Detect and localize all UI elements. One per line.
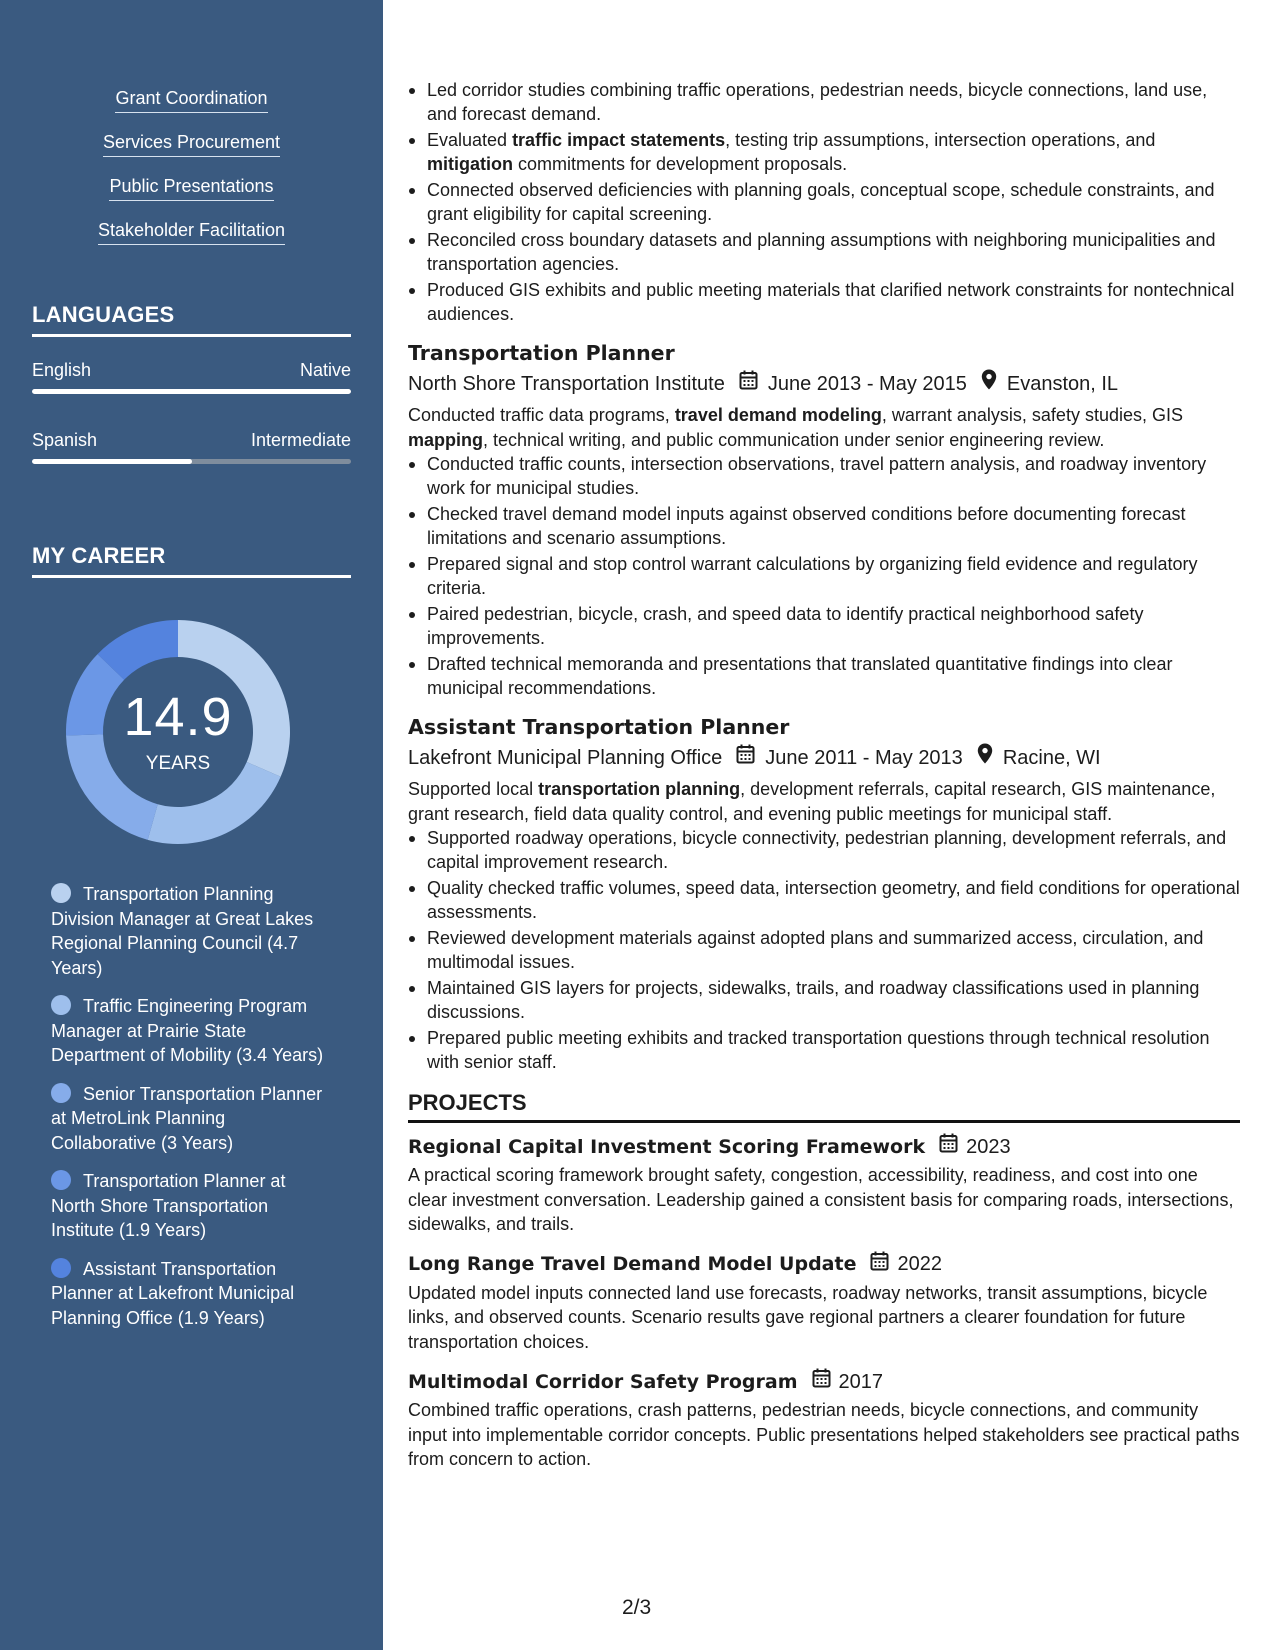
job-location: Evanston, IL <box>1006 372 1119 395</box>
job-bullets <box>408 826 1240 1074</box>
company-name: Lakefront Municipal Planning Office <box>408 746 723 769</box>
language-name: English <box>32 360 92 380</box>
job-bullets <box>408 452 1240 700</box>
legend-color-dot <box>51 995 71 1015</box>
main-content <box>408 78 1240 1472</box>
project-year: 2023 <box>966 1135 1011 1158</box>
text-run: Evaluated <box>427 130 513 150</box>
calendar-icon <box>870 1251 889 1278</box>
bullet-item: Conducted traffic counts, intersection observations, travel pattern analysis, and roadway inventory work for municipal studies. <box>408 452 1240 500</box>
job-dates: June 2011 - May 2013 <box>765 746 963 769</box>
text-run: , technical writing, and public communication under senior engineering review. <box>483 429 1105 450</box>
project-description: Updated model inputs connected land use forecasts, roadway networks, transit assumptions, bicycle links, and observed counts. Scenario results gave regional partners a clearer foundation for future transportation choices. <box>408 1282 1208 1352</box>
skill-link[interactable]: Grant Coordination <box>115 86 267 113</box>
bullet-item <box>408 128 1240 176</box>
bullet-item: Maintained GIS layers for projects, sidewalks, trails, and roadway classifications used in planning discussions. <box>408 976 1240 1024</box>
projects-heading: PROJECTS <box>408 1090 1240 1123</box>
skill-link[interactable]: Services Procurement <box>103 130 280 157</box>
text-run: , testing trip assumptions, intersection operations, and <box>725 130 1156 150</box>
legend-label: Senior Transportation Planner at MetroLink Planning Collaborative (3 Years) <box>51 1083 323 1153</box>
proficiency-bar <box>32 389 351 394</box>
career-years-label: YEARS <box>145 753 211 774</box>
bullet-item: Reviewed development materials against adopted plans and summarized access, circulation, and multimodal issues. <box>408 926 1240 974</box>
bullet-item: Prepared signal and stop control warrant calculations by organizing field evidence and regulatory criteria. <box>408 552 1240 600</box>
text-run: , development referrals, capital research, GIS maintenance, grant research, field data quality control, and evening public meetings for municipal staff. <box>408 779 1216 824</box>
jobs-list <box>408 339 1240 1074</box>
text-run: Produced GIS exhibits and public meeting materials that clarified network constraints for nontechnical audiences. <box>427 280 1235 324</box>
career-legend <box>51 882 331 1344</box>
career-legend-item <box>51 1169 331 1243</box>
languages-heading: LANGUAGES <box>32 302 351 337</box>
language-level: Native <box>299 360 351 380</box>
bullet-item: Prepared public meeting exhibits and tracked transportation questions through technical resolution with senior staff. <box>408 1026 1240 1074</box>
text-run: , warrant analysis, safety studies, GIS <box>881 405 1183 425</box>
bullet-item: Supported roadway operations, bicycle connectivity, pedestrian planning, development referrals, and capital improvement research. <box>408 826 1240 874</box>
text-run: Conducted traffic data programs, <box>408 405 675 425</box>
company-name: North Shore Transportation Institute <box>408 372 725 395</box>
emphasis-text: traffic impact statements <box>512 130 726 150</box>
career-legend-item <box>51 882 331 980</box>
emphasis-text: mitigation <box>427 154 513 174</box>
job-entry <box>408 713 1240 1074</box>
career-heading: MY CAREER <box>32 543 351 578</box>
career-legend-item <box>51 1257 331 1331</box>
text-run: commitments for development proposals. <box>513 154 848 174</box>
job-summary <box>408 777 1240 826</box>
text-run: Reconciled cross boundary datasets and planning assumptions with neighboring municipalities and transportation agencies. <box>427 230 1216 274</box>
job-title: Transportation Planner <box>408 341 675 365</box>
job-entry <box>408 339 1240 700</box>
bullet-item <box>408 228 1240 276</box>
bullet-item: Checked travel demand model inputs against observed conditions before documenting forecast limitations and scenario assumptions. <box>408 502 1240 550</box>
calendar-icon <box>739 370 758 398</box>
text-run: Led corridor studies combining traffic operations, pedestrian needs, bicycle connections, land use, and forecast demand. <box>427 80 1208 124</box>
legend-label: Transportation Planning Division Manager at Great Lakes Regional Planning Council (4.7 Years) <box>51 884 314 978</box>
language-english <box>32 359 351 394</box>
project-description: Combined traffic operations, crash patterns, pedestrian needs, bicycle connections, and community input into implementable corridor concepts. Public presentations helped stakeholders see practical paths from concern to action. <box>408 1400 1240 1469</box>
emphasis-text: transportation planning <box>538 779 741 799</box>
map-pin-icon <box>977 743 993 772</box>
bullet-item: Paired pedestrian, bicycle, crash, and speed data to identify practical neighborhood safety improvements. <box>408 602 1240 650</box>
legend-label: Traffic Engineering Program Manager at Prairie State Department of Mobility (3.4 Years) <box>51 996 324 1065</box>
language-name: Spanish <box>32 430 98 450</box>
skills-list <box>0 86 383 262</box>
job-meta <box>408 369 1240 398</box>
career-legend-item <box>51 994 331 1068</box>
project-title: Long Range Travel Demand Model Update <box>408 1253 857 1275</box>
legend-color-dot <box>51 1170 71 1190</box>
proficiency-bar-fill <box>32 389 351 394</box>
legend-label: Assistant Transportation Planner at Lakefront Municipal Planning Office (1.9 Years) <box>51 1258 295 1328</box>
bullet-item <box>408 278 1240 326</box>
job-summary <box>408 403 1240 452</box>
project-year: 2017 <box>838 1370 884 1393</box>
emphasis-text: mapping <box>408 429 483 450</box>
sidebar <box>0 0 383 1650</box>
career-donut-chart <box>63 617 293 847</box>
map-pin-icon <box>981 369 997 398</box>
bullet-item <box>408 78 1240 126</box>
language-spanish <box>32 429 351 464</box>
legend-color-dot <box>51 883 71 903</box>
legend-color-dot <box>51 1083 71 1103</box>
calendar-icon <box>939 1133 958 1160</box>
emphasis-text: travel demand modeling <box>674 405 882 425</box>
project-entry <box>408 1368 1240 1472</box>
project-title: Multimodal Corridor Safety Program <box>408 1370 798 1393</box>
calendar-icon <box>736 744 755 772</box>
skill-link[interactable]: Stakeholder Facilitation <box>98 218 285 245</box>
project-title: Regional Capital Investment Scoring Framework <box>408 1135 926 1158</box>
project-entry <box>408 1133 1240 1237</box>
experience-bullets <box>408 78 1240 326</box>
career-legend-item <box>51 1082 331 1156</box>
proficiency-bar-fill <box>32 459 192 464</box>
bullet-item: Drafted technical memoranda and presentations that translated quantitative findings into clear municipal recommendations. <box>408 652 1240 700</box>
bullet-item <box>408 178 1240 226</box>
legend-color-dot <box>51 1258 71 1278</box>
text-run: Supported local <box>408 779 539 799</box>
language-level: Intermediate <box>250 430 351 450</box>
skill-link[interactable]: Public Presentations <box>109 174 273 201</box>
calendar-icon <box>812 1368 831 1395</box>
career-total-years: 14.9 <box>123 687 233 747</box>
job-meta <box>408 743 1240 772</box>
text-run: Connected observed deficiencies with planning goals, conceptual scope, schedule constraints, and grant eligibility for capital screening. <box>427 180 1215 224</box>
legend-label: Transportation Planner at North Shore Transportation Institute (1.9 Years) <box>51 1171 286 1240</box>
project-description: A practical scoring framework brought safety, congestion, accessibility, readiness, and cost into one clear investment conversation. Leadership gained a consistent basis for comparing roads, intersections, sidewalks, and trails. <box>408 1165 1234 1234</box>
job-location: Racine, WI <box>1002 746 1101 769</box>
page-number: 2/3 <box>622 1596 652 1619</box>
project-entry <box>408 1251 1240 1355</box>
job-title: Assistant Transportation Planner <box>408 715 790 739</box>
bullet-item: Quality checked traffic volumes, speed data, intersection geometry, and field conditions for operational assessments. <box>408 876 1240 924</box>
project-year: 2022 <box>897 1253 942 1275</box>
projects-list <box>408 1133 1240 1472</box>
proficiency-bar <box>32 459 351 464</box>
job-dates: June 2013 - May 2015 <box>767 372 967 395</box>
